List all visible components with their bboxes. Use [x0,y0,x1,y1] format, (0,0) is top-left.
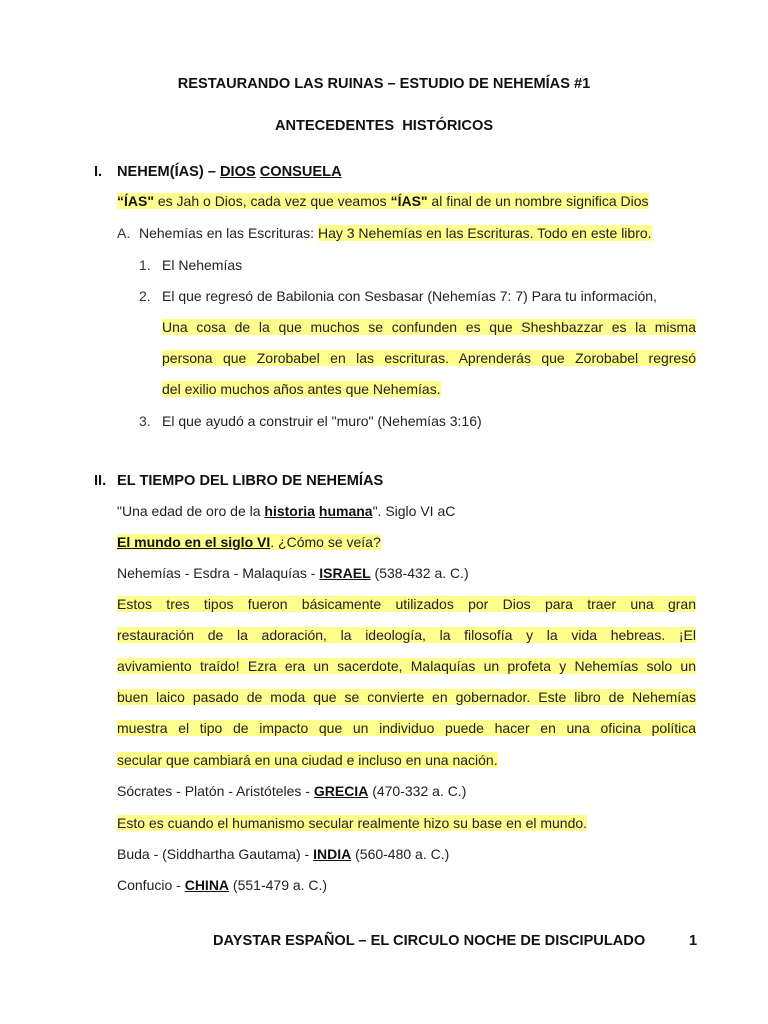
india-label: INDIA [313,846,352,862]
israel-para-hl-5: muestra el tipo de impacto que un individuo puede hacer en una oficina política [117,720,696,736]
israel-para-hl-6: secular que cambiará en una ciudad e incluso en una nación. [117,752,498,768]
list-a-lead: Nehemías en las Escrituras: [139,225,318,241]
section-2-number: II. [94,473,107,489]
section-2-heading: EL TIEMPO DEL LIBRO DE NEHEMÍAS [117,473,384,489]
sub-item-2-line-2 [162,350,696,366]
grecia-note-hl: Esto es cuando el humanismo secular realmente hizo su base en el mundo. [117,815,588,831]
list-a-label: A. [117,225,131,241]
israel-para-hl-4: buen laico pasado de moda que se convierte en gobernador. Este libro de Nehemías [117,689,696,705]
document-title: RESTAURANDO LAS RUINAS – ESTUDIO DE NEHEMÍAS #1 [177,76,591,92]
list-a-highlight: Hay 3 Nehemías en las Escrituras. Todo en este libro. [317,225,652,241]
ias-intro-highlight [117,193,649,209]
ias-term-1: “ÍAS" [117,193,154,209]
sub-item-3-text: El que ayudó a construir el "muro" (Nehemías 3:16) [162,413,482,429]
section-1-heading [117,164,342,180]
ias-intro-line [117,193,649,209]
grecia-line [117,783,466,799]
grecia-names: Sócrates - Platón - Aristóteles - [117,783,314,799]
sub-item-2-number: 2. [139,288,151,304]
israel-dates: (538-432 a. C.) [370,565,469,581]
grecia-dates: (470-332 a. C.) [368,783,467,799]
israel-para-line-6 [117,752,498,768]
israel-para-line-3 [117,658,696,674]
golden-age-line [117,503,455,519]
grecia-label: GRECIA [313,783,369,799]
footer-text: DAYSTAR ESPAÑOL – EL CIRCULO NOCHE DE DISCIPULADO [213,933,646,949]
sub-item-2-text: El que regresó de Babilonia con Sesbasar (Nehemías 7: 7) Para tu información, [162,288,657,304]
sub-item-1-text: El Nehemías [162,257,243,273]
section-1-heading-dios: DIOS [219,164,256,180]
israel-para-line-2 [117,627,696,643]
israel-label: ISRAEL [319,565,371,581]
israel-para-hl-2: restauración de la adoración, la ideología, la filosofía y la vida hebreas. ¡El [117,627,696,643]
section-1-heading-prefix: NEHEM(ÍAS) – [117,164,220,180]
document-subtitle: ANTECEDENTES HISTÓRICOS [274,118,494,134]
china-line [117,877,327,893]
ias-term-2: “ÍAS" [390,193,428,209]
list-a-text [139,225,652,241]
sub-item-2-hl-3: del exilio muchos años antes que Nehemías. [162,381,441,397]
word-humana: humana [318,503,373,519]
world-line-bold: El mundo en el siglo VI [117,534,271,550]
grecia-note [117,815,587,831]
world-line-highlight [117,534,381,550]
golden-age-prefix: "Una edad de oro de la [117,503,265,519]
ias-intro-middle: es Jah o Dios, cada vez que veamos [153,193,391,209]
page-number: 1 [689,933,698,949]
sub-item-2-hl-2: persona que Zorobabel en las escrituras. Aprenderás que Zorobabel regresó [162,350,696,366]
china-label: CHINA [184,877,230,893]
section-1-number: I. [94,164,103,180]
israel-line [117,565,469,581]
golden-age-suffix: ". Siglo VI aC [372,503,456,519]
india-dates: (560-480 a. C.) [351,846,450,862]
israel-names: Nehemías - Esdra - Malaquías - [117,565,320,581]
israel-para-line-5 [117,720,696,736]
india-line [117,846,449,862]
section-1-heading-consuela: CONSUELA [259,164,342,180]
israel-para-line-1 [117,596,696,612]
israel-para-hl-1: Estos tres tipos fueron básicamente utilizados por Dios para traer una gran [117,596,696,612]
sub-item-1-number: 1. [139,257,151,273]
israel-para-hl-3: avivamiento traído! Ezra era un sacerdote, Malaquías un profeta y Nehemías solo un [117,658,696,674]
sub-item-3-number: 3. [139,413,151,429]
world-line-question: . ¿Cómo se veía? [270,534,381,550]
china-dates: (551-479 a. C.) [229,877,328,893]
sub-item-2-line-3 [162,381,441,397]
world-line [117,534,381,550]
india-names: Buda - (Siddhartha Gautama) - [117,846,314,862]
sub-item-2-line-1 [162,319,696,335]
sub-item-2-hl-1: Una cosa de la que muchos se confunden es que Sheshbazzar es la misma [162,319,696,335]
israel-para-line-4 [117,689,696,705]
china-names: Confucio - [117,877,185,893]
word-historia: historia [264,503,315,519]
ias-intro-end: al final de un nombre significa Dios [427,193,649,209]
